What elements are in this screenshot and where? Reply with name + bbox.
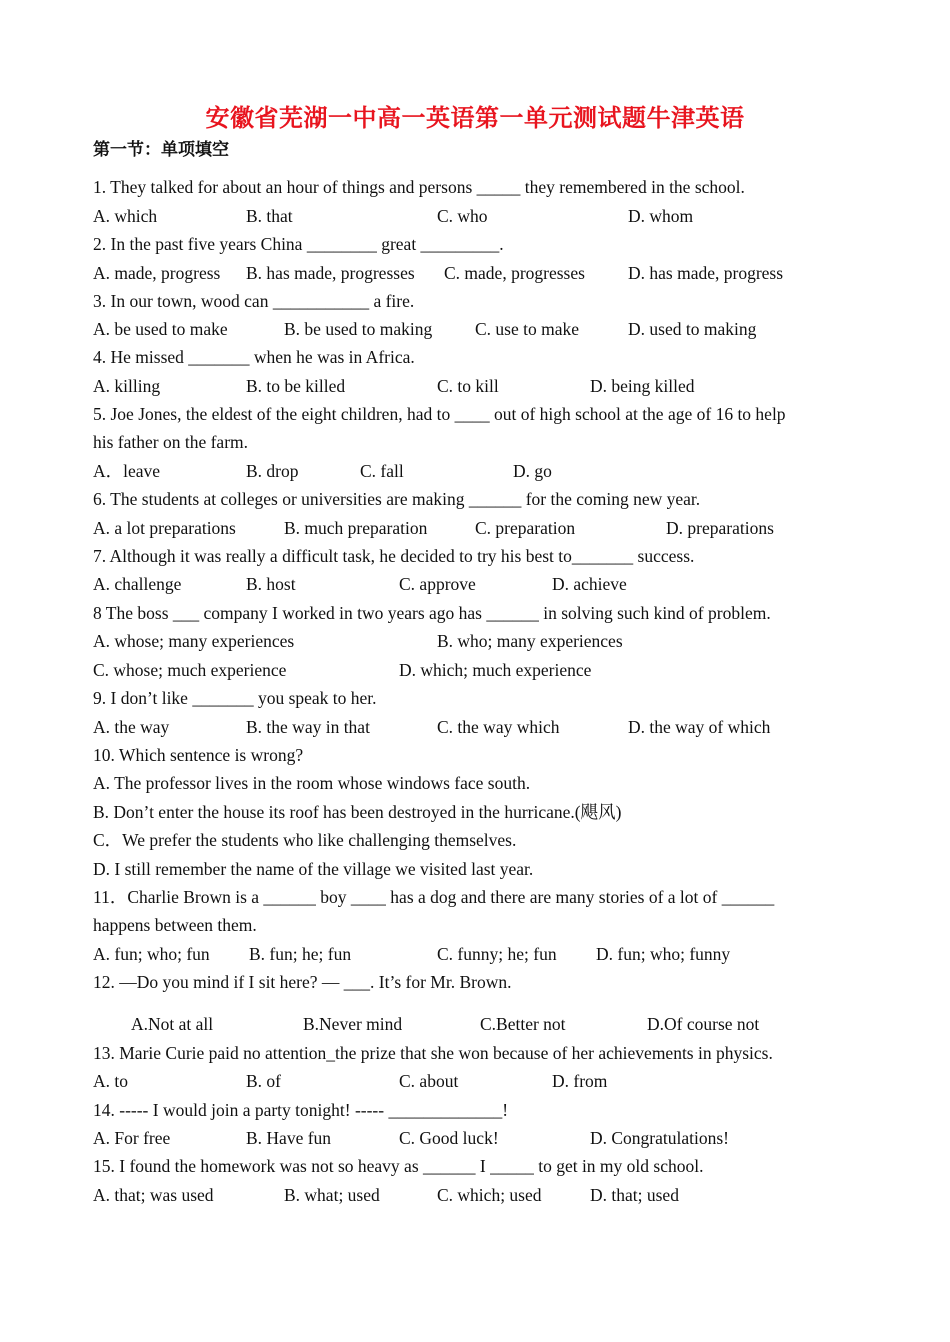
q3-option-c: C. use to make [475, 319, 580, 339]
q13-option-c: C. about [399, 1071, 459, 1091]
question-11-stem-cont: happens between them. [93, 915, 257, 935]
q15-option-c: C. which; used [437, 1185, 542, 1205]
q10-option-a: A. The professor lives in the room whose windows face south. [93, 773, 531, 793]
q3-option-a: A. be used to make [93, 319, 228, 339]
q13-option-a: A. to [93, 1071, 128, 1091]
question-4-stem: 4. He missed _______ when he was in Africa. [93, 347, 415, 367]
q7-option-c: C. approve [399, 574, 476, 594]
q2-option-d: D. has made, progress [628, 263, 784, 283]
q2-option-a: A. made, progress [93, 263, 221, 283]
q11-option-c: C. funny; he; fun [437, 944, 557, 964]
q5-option-a: A．leave [93, 461, 161, 481]
question-5-stem-cont: his father on the farm. [93, 432, 249, 452]
q8-option-c: C. whose; much experience [93, 660, 287, 680]
q6-option-b: B. much preparation [284, 518, 428, 538]
q10-option-b: B. Don’t enter the house its roof has been destroyed in the hurricane.(飓风) [93, 802, 622, 822]
q4-option-a: A. killing [93, 376, 161, 396]
q15-option-b: B. what; used [284, 1185, 380, 1205]
q5-option-c: C. fall [360, 461, 404, 481]
q6-option-c: C. preparation [475, 518, 576, 538]
q7-option-b: B. host [246, 574, 296, 594]
q6-option-d: D. preparations [666, 518, 774, 538]
q13-option-d: D. from [552, 1071, 608, 1091]
q9-option-d: D. the way of which [628, 717, 771, 737]
q12-option-a: A.Not at all [131, 1014, 214, 1034]
question-1-stem: 1. They talked for about an hour of things and persons _____ they remembered in the school. [93, 177, 745, 197]
q4-option-c: C. to kill [437, 376, 499, 396]
q1-option-c: C. who [437, 206, 488, 226]
question-7-stem: 7. Although it was really a difficult task, he decided to try his best to_______ success. [93, 546, 695, 566]
q10-option-c: C．We prefer the students who like challenging themselves. [93, 830, 517, 850]
q7-option-a: A. challenge [93, 574, 182, 594]
q3-option-b: B. be used to making [284, 319, 433, 339]
q11-option-d: D. fun; who; funny [596, 944, 731, 964]
q8-option-d: D. which; much experience [399, 660, 592, 680]
q14-option-b: B. Have fun [246, 1128, 332, 1148]
question-12-stem: 12. —Do you mind if I sit here? — ___. It’s for Mr. Brown. [93, 972, 512, 992]
q9-option-b: B. the way in that [246, 717, 370, 737]
page-title: 安徽省芜湖一中高一英语第一单元测试题牛津英语 [205, 103, 745, 132]
question-15-stem: 15. I found the homework was not so heavy as ______ I _____ to get in my old school. [93, 1156, 704, 1176]
question-11-stem: 11．Charlie Brown is a ______ boy ____ has a dog and there are many stories of a lot of ______ [93, 887, 775, 907]
question-9-stem: 9. I don’t like _______ you speak to her. [93, 688, 377, 708]
q15-option-d: D. that; used [590, 1185, 679, 1205]
q12-option-b: B.Never mind [303, 1014, 403, 1034]
q8-option-a: A. whose; many experiences [93, 631, 295, 651]
q14-option-d: D. Congratulations! [590, 1128, 730, 1148]
question-13-stem: 13. Marie Curie paid no attention_the prize that she won because of her achievements in physics. [93, 1043, 773, 1063]
q13-option-b: B. of [246, 1071, 281, 1091]
question-8-stem: 8 The boss ___ company I worked in two years ago has ______ in solving such kind of problem. [93, 603, 771, 623]
q3-option-d: D. used to making [628, 319, 757, 339]
q2-option-b: B. has made, progresses [246, 263, 415, 283]
question-10-stem: 10. Which sentence is wrong? [93, 745, 304, 765]
q4-option-d: D. being killed [590, 376, 695, 396]
q15-option-a: A. that; was used [93, 1185, 214, 1205]
section-heading: 第一节：单项填空 [93, 140, 229, 160]
q14-option-c: C. Good luck! [399, 1128, 499, 1148]
q14-option-a: A. For free [93, 1128, 171, 1148]
question-2-stem: 2. In the past five years China ________ great _________. [93, 234, 504, 254]
q7-option-d: D. achieve [552, 574, 627, 594]
q12-option-d: D.Of course not [647, 1014, 760, 1034]
q5-option-d: D. go [513, 461, 552, 481]
question-3-stem: 3. In our town, wood can ___________ a fire. [93, 291, 415, 311]
q1-option-a: A. which [93, 206, 158, 226]
q6-option-a: A. a lot preparations [93, 518, 236, 538]
question-5-stem: 5. Joe Jones, the eldest of the eight children, had to ____ out of high school at the age of 16 to help [93, 404, 786, 424]
q12-option-c: C.Better not [480, 1014, 566, 1034]
question-14-stem: 14. ----- I would join a party tonight! ----- _____________! [93, 1100, 509, 1120]
q11-option-b: B. fun; he; fun [249, 944, 352, 964]
q11-option-a: A. fun; who; fun [93, 944, 210, 964]
q1-option-d: D. whom [628, 206, 694, 226]
q1-option-b: B. that [246, 206, 293, 226]
q4-option-b: B. to be killed [246, 376, 346, 396]
q10-option-d: D. I still remember the name of the village we visited last year. [93, 859, 534, 879]
q9-option-c: C. the way which [437, 717, 560, 737]
q5-option-b: B. drop [246, 461, 299, 481]
q8-option-b: B. who; many experiences [437, 631, 623, 651]
q2-option-c: C. made, progresses [444, 263, 585, 283]
q9-option-a: A. the way [93, 717, 170, 737]
question-6-stem: 6. The students at colleges or universities are making ______ for the coming new year. [93, 489, 701, 509]
